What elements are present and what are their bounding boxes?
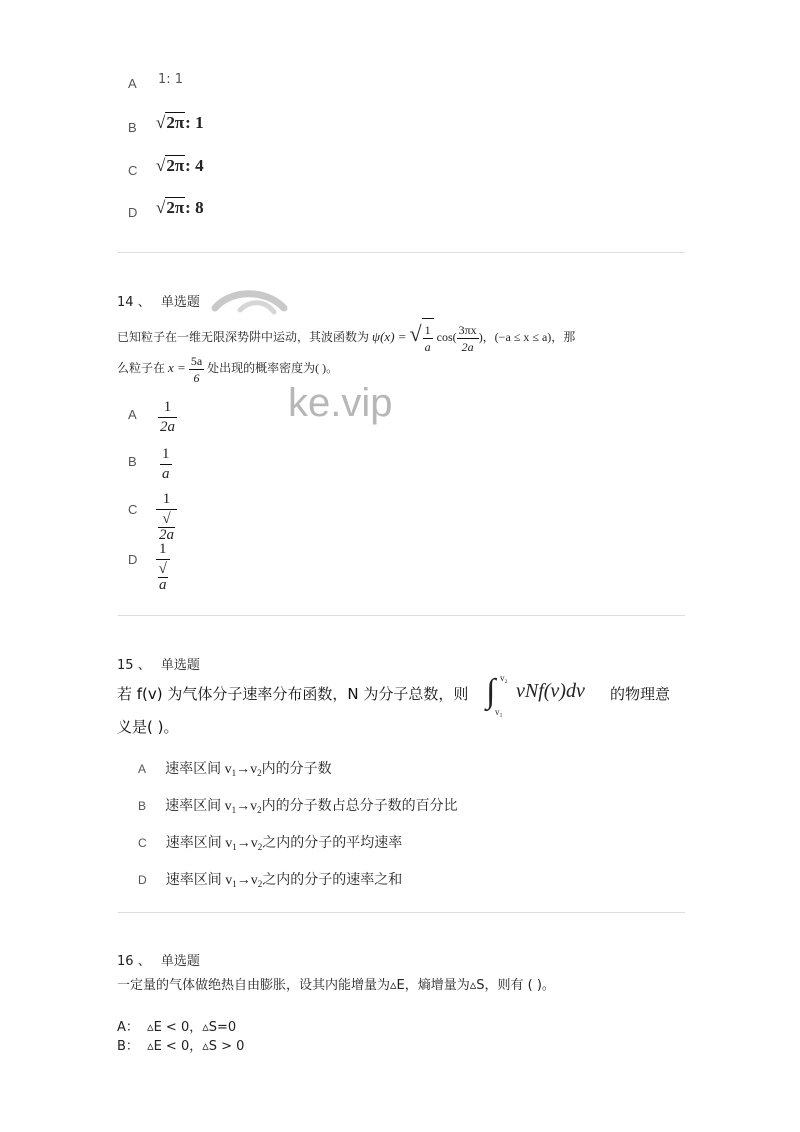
option-c[interactable]: [128, 156, 204, 179]
watermark-text: ke.vip: [288, 381, 393, 425]
option-letter: D: [128, 552, 138, 567]
question-text-tail: 的物理意: [610, 685, 671, 703]
option-math: √2π: 8: [156, 198, 204, 217]
option-text: 1: 1: [158, 72, 184, 87]
watermark-logo-icon: [210, 286, 290, 320]
option-text: 速率区间 $v_1\to v_2$之内的分子的速率之和: [165, 873, 403, 889]
question-text-line1: [117, 683, 468, 704]
cos-frac: $\frac{3\pi x}{2a}$: [458, 322, 477, 354]
question-text-line1: [117, 316, 575, 355]
option-letter: A: [138, 762, 147, 776]
question-header: [117, 654, 200, 673]
question-header: [117, 291, 200, 310]
psi: ψ(x) =: [372, 329, 407, 344]
option-letter: B: [138, 799, 147, 813]
text: 若 f(v) 为气体分子速率分布函数，N 为分子总数，则: [117, 685, 469, 703]
question-type: 单选题: [160, 295, 200, 310]
lower-limit: v₁: [495, 707, 503, 717]
option-letter: B: [128, 120, 137, 135]
option-letter: B：: [117, 1039, 139, 1054]
x-frac: $\frac{5a}{6}$: [190, 353, 203, 385]
option-text: 速率区间 $v_1\to v_2$之内的分子的平均速率: [165, 836, 403, 852]
question-type: 单选题: [160, 954, 200, 969]
option-text: ▵E < 0，▵S=0: [147, 1020, 237, 1035]
question-type: 单选题: [160, 658, 200, 673]
option-letter: C: [128, 163, 138, 178]
separator: 、: [137, 658, 151, 673]
question-number: 15: [117, 658, 134, 673]
cos: cos(: [436, 330, 457, 344]
option-letter: A：: [117, 1020, 139, 1035]
option-math: √2π: 1: [156, 113, 204, 132]
text: )，(−a ≤ x ≤ a)，那: [478, 330, 576, 344]
integral: [486, 672, 506, 718]
option-text: ▵E < 0，▵S > 0: [147, 1039, 245, 1054]
divider: [118, 615, 685, 616]
question-text: 一定量的气体做绝热自由膨胀，设其内能增量为▵E，熵增量为▵S，则有 ( )。: [117, 978, 555, 993]
option-letter: D: [138, 873, 147, 887]
option-letter: A: [128, 76, 137, 91]
option-fraction: $\frac{1}{a}$: [162, 446, 170, 482]
option-b[interactable]: [138, 795, 458, 815]
radical-sign: √: [409, 321, 422, 346]
option-d[interactable]: [138, 869, 402, 889]
option-fraction: $\frac{1}{√a}$: [156, 542, 170, 593]
option-a[interactable]: [117, 1016, 236, 1035]
option-d[interactable]: [128, 198, 204, 221]
option-letter: A: [128, 407, 137, 422]
option-a[interactable]: [128, 72, 184, 92]
x-eq: x =: [168, 360, 186, 375]
upper-limit: v₂: [500, 673, 508, 683]
option-letter: B: [128, 454, 137, 469]
option-fraction: $\frac{1}{2a}$: [160, 399, 175, 435]
option-b[interactable]: [117, 1035, 244, 1054]
integrand: vNf(v)dv: [516, 680, 585, 702]
integral-sign: ∫: [486, 673, 496, 710]
option-letter: D: [128, 205, 138, 220]
question-number: 16: [117, 954, 134, 969]
separator: 、: [137, 295, 151, 310]
question-text-line2: 义是( )。: [117, 718, 179, 736]
option-math: √2π: 4: [156, 156, 204, 175]
separator: 、: [137, 954, 151, 969]
option-text: 速率区间 $v_1\to v_2$内的分子数占总分子数的百分比: [165, 799, 458, 815]
option-b[interactable]: [128, 113, 204, 136]
question-number: 14: [117, 295, 134, 310]
divider: [118, 912, 685, 913]
option-text: 速率区间 $v_1\to v_2$内的分子数: [165, 762, 332, 778]
text: 处出现的概率密度为( )。: [207, 361, 339, 375]
text: 已知粒子在一维无限深势阱中运动，其波函数为: [117, 330, 370, 344]
text: 么粒子在: [117, 361, 166, 375]
option-fraction: $\frac{1}{√2a}$: [156, 492, 177, 543]
option-letter: C: [128, 502, 138, 517]
option-letter: C: [138, 836, 147, 850]
sqrt-frac: $\frac{1}{a}$: [422, 318, 434, 355]
option-a[interactable]: [138, 758, 332, 778]
divider: [118, 252, 685, 253]
option-c[interactable]: [138, 832, 402, 852]
question-text-line2: [117, 352, 338, 384]
question-header: [117, 950, 200, 969]
